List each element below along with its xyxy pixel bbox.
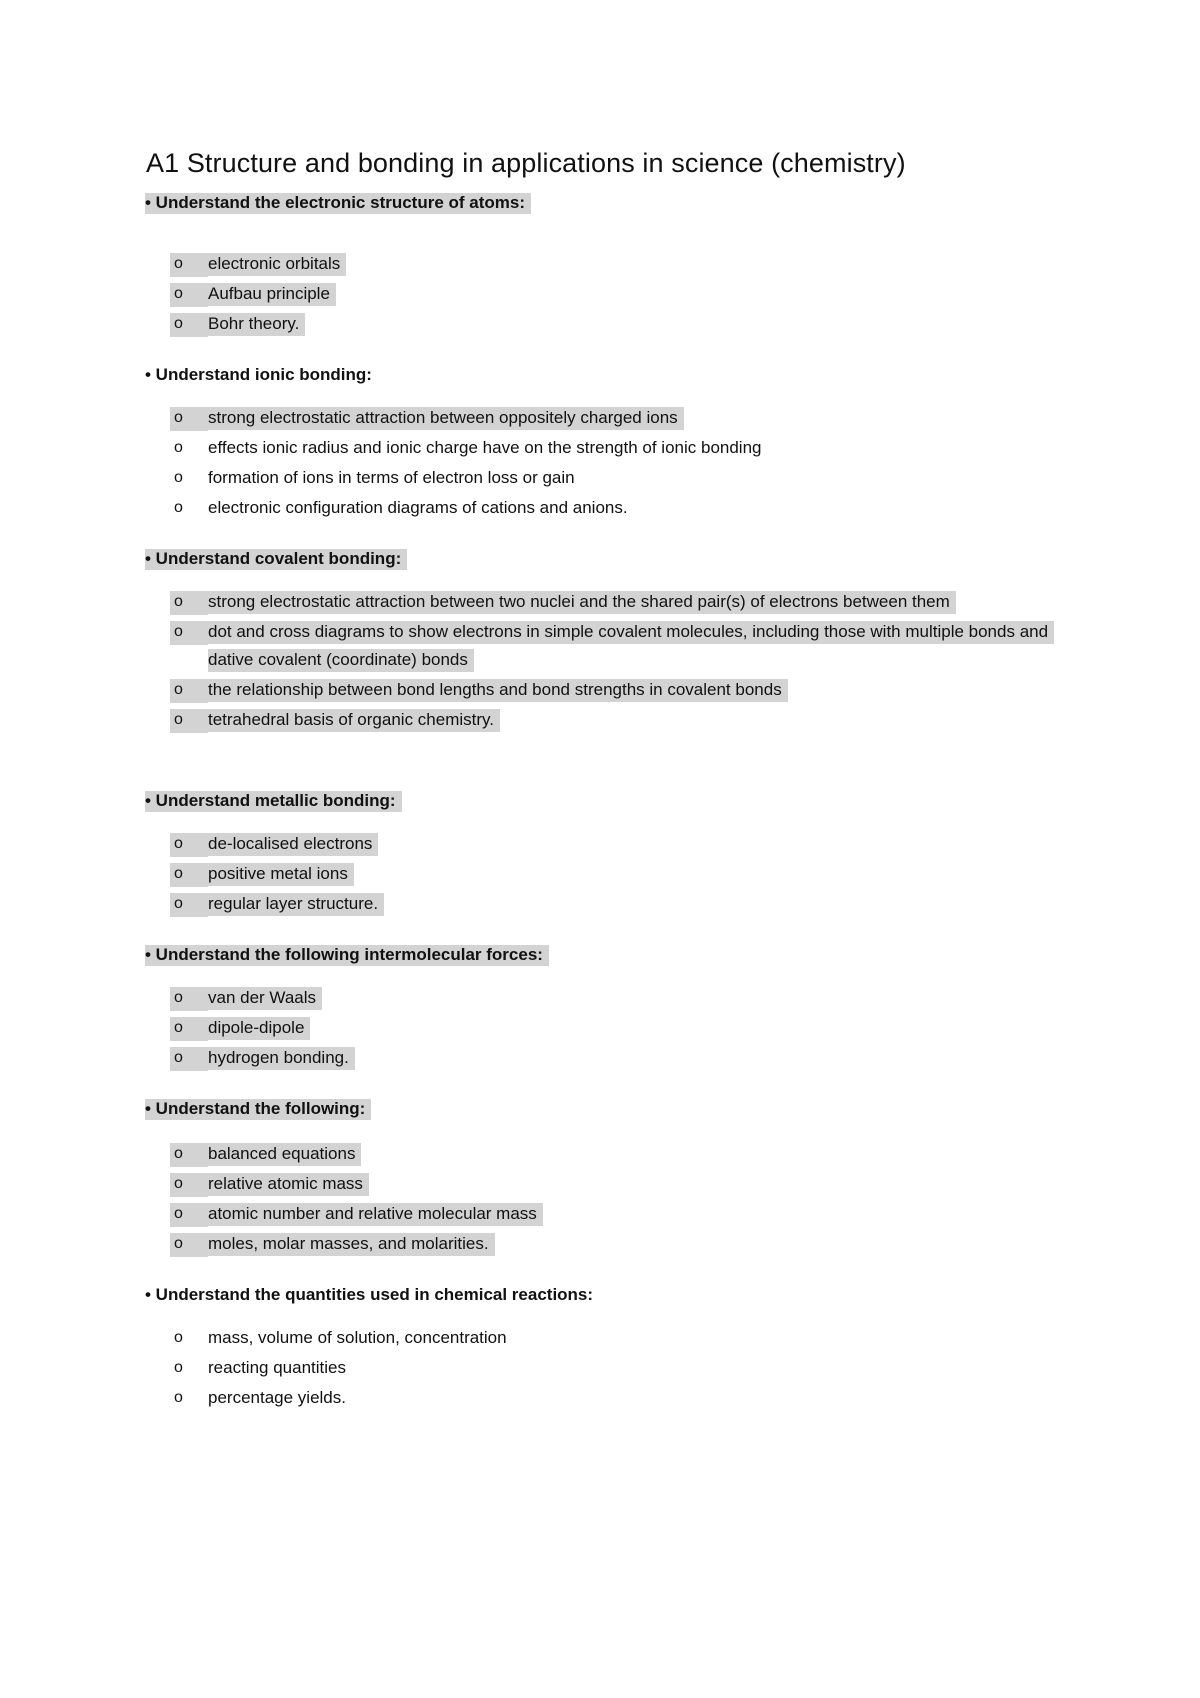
bullet-marker: o [174,1329,183,1346]
list-item [170,1200,1090,1228]
bullet-list-intermolecular-forces [170,984,1090,1074]
list-item [170,890,1090,918]
list-item-text: the relationship between bond lengths and bond strengths in covalent bonds [208,679,788,702]
bullet-marker: o [174,711,183,728]
list-item-text: dot and cross diagrams to show electrons in simple covalent molecules, including those with multiple bonds and dative covalent (coordinate) bonds [208,621,1054,672]
section-heading-quantities [145,1282,593,1307]
list-item [170,984,1090,1012]
bullet-marker: o [174,409,183,426]
list-item-text-wrap [208,618,1090,674]
list-item-text: moles, molar masses, and molarities. [208,1233,495,1256]
bullet-marker: o [174,469,183,486]
list-item [170,1354,1090,1382]
list-item-text: electronic configuration diagrams of cations and anions. [208,498,628,517]
bullet-marker: o [174,1019,183,1036]
list-item [170,250,1090,278]
bullet-list-electronic-structure [170,250,1090,340]
list-item-text: dipole-dipole [208,1017,310,1040]
list-item [170,1324,1090,1352]
bullet-marker: o [174,623,183,640]
bullet-marker: o [174,1175,183,1192]
list-item [170,618,1090,674]
list-item-text-wrap [208,1044,1090,1072]
list-item-text-wrap [208,434,1090,462]
list-item [170,676,1090,704]
list-item [170,830,1090,858]
bullet-marker: o [174,439,183,456]
list-item [170,404,1090,432]
bullet-marker: o [174,593,183,610]
list-item [170,434,1090,462]
section-heading-text: • Understand the following intermolecular forces: [145,945,549,966]
list-item-text-wrap [208,984,1090,1012]
list-item [170,464,1090,492]
bullet-list-covalent-bonding [170,588,1090,736]
list-item-text: mass, volume of solution, concentration [208,1328,507,1347]
list-item-text-wrap [208,1170,1090,1198]
list-item-text: balanced equations [208,1143,361,1166]
list-item [170,1044,1090,1072]
list-item-text: relative atomic mass [208,1173,369,1196]
bullet-marker: o [174,1359,183,1376]
section-heading-intermolecular-forces [145,942,549,967]
section-heading-text: • Understand ionic bonding: [145,365,372,384]
list-item-text: de-localised electrons [208,833,378,856]
list-item-text-wrap [208,860,1090,888]
list-item-text-wrap [208,830,1090,858]
bullet-marker: o [174,499,183,516]
section-heading-electronic-structure [145,190,531,215]
list-item [170,310,1090,338]
bullet-marker: o [174,1389,183,1406]
list-item-text: Aufbau principle [208,283,336,306]
list-item-text: electronic orbitals [208,253,346,276]
list-item-text-wrap [208,1384,1090,1412]
list-item-text-wrap [208,1230,1090,1258]
list-item [170,1014,1090,1042]
list-item [170,1140,1090,1168]
section-heading-ionic-bonding [145,362,372,387]
list-item-text-wrap [208,588,1090,616]
bullet-marker: o [174,681,183,698]
list-item-text-wrap [208,404,1090,432]
list-item-text: van der Waals [208,987,322,1010]
list-item-text: strong electrostatic attraction between two nuclei and the shared pair(s) of electrons between them [208,591,956,614]
list-item-text-wrap [208,1354,1090,1382]
list-item-text: effects ionic radius and ionic charge have on the strength of ionic bonding [208,438,762,457]
list-item [170,588,1090,616]
section-heading-following [145,1096,371,1121]
section-heading-text: • Understand the quantities used in chemical reactions: [145,1285,594,1304]
list-item [170,1384,1090,1412]
list-item-text-wrap [208,706,1090,734]
bullet-marker: o [174,315,183,332]
list-item-text: formation of ions in terms of electron loss or gain [208,468,575,487]
bullet-marker: o [174,895,183,912]
bullet-marker: o [174,989,183,1006]
bullet-marker: o [174,1049,183,1066]
list-item-text-wrap [208,676,1090,704]
list-item-text-wrap [208,464,1090,492]
list-item-text: hydrogen bonding. [208,1047,355,1070]
list-item-text-wrap [208,1324,1090,1352]
list-item-text: positive metal ions [208,863,354,886]
section-heading-text: • Understand metallic bonding: [145,791,402,812]
list-item-text: percentage yields. [208,1388,346,1407]
list-item [170,706,1090,734]
section-heading-text: • Understand the following: [145,1099,371,1120]
list-item-text: strong electrostatic attraction between oppositely charged ions [208,407,684,430]
bullet-marker: o [174,1205,183,1222]
bullet-marker: o [174,1235,183,1252]
list-item [170,494,1090,522]
bullet-list-metallic-bonding [170,830,1090,920]
list-item-text-wrap [208,1014,1090,1042]
list-item-text-wrap [208,494,1090,522]
section-heading-text: • Understand the electronic structure of atoms: [145,193,531,214]
bullet-marker: o [174,255,183,272]
list-item-text-wrap [208,1140,1090,1168]
list-item-text-wrap [208,890,1090,918]
bullet-list-quantities [170,1324,1090,1414]
list-item-text-wrap [208,1200,1090,1228]
list-item [170,1170,1090,1198]
list-item-text: atomic number and relative molecular mass [208,1203,543,1226]
bullet-marker: o [174,1145,183,1162]
list-item [170,860,1090,888]
bullet-marker: o [174,865,183,882]
bullet-marker: o [174,835,183,852]
section-heading-text: • Understand covalent bonding: [145,549,407,570]
list-item-text-wrap [208,250,1090,278]
list-item [170,1230,1090,1258]
section-heading-metallic-bonding [145,788,402,813]
list-item-text: tetrahedral basis of organic chemistry. [208,709,500,732]
bullet-list-ionic-bonding [170,404,1090,524]
list-item [170,280,1090,308]
list-item-text: Bohr theory. [208,313,305,336]
list-item-text: regular layer structure. [208,893,384,916]
section-heading-covalent-bonding [145,546,407,571]
list-item-text-wrap [208,310,1090,338]
page-title: A1 Structure and bonding in applications in science (chemistry) [146,148,906,178]
list-item-text: reacting quantities [208,1358,346,1377]
list-item-text-wrap [208,280,1090,308]
bullet-list-following [170,1140,1090,1260]
bullet-marker: o [174,285,183,302]
